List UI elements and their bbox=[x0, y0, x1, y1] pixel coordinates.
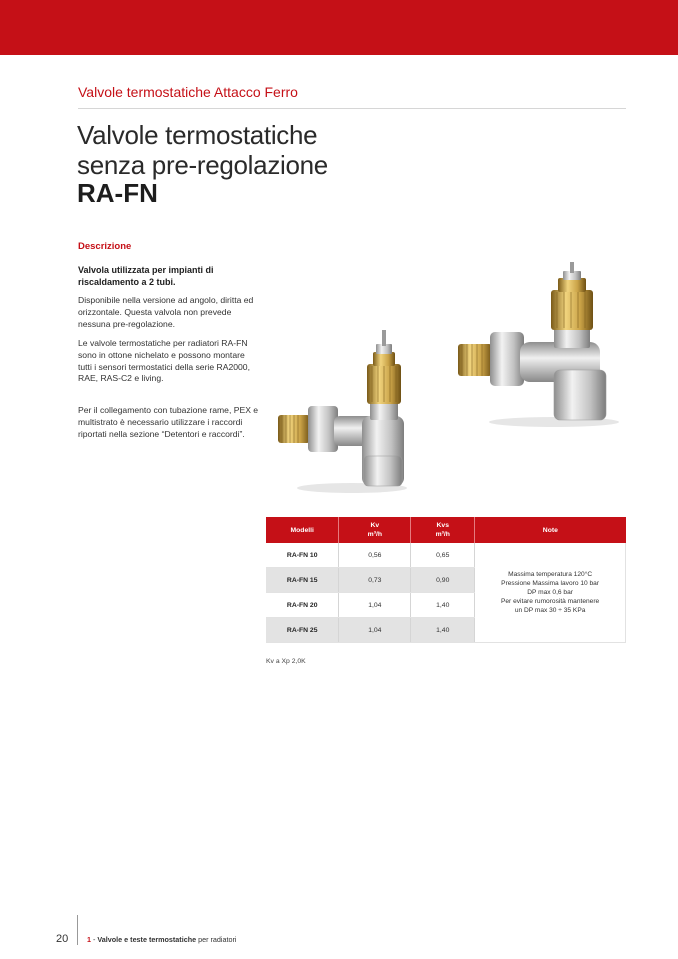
kv-unit: m³/h bbox=[367, 531, 383, 538]
kv-cell: 1,04 bbox=[339, 618, 411, 643]
kv-cell: 0,56 bbox=[339, 543, 411, 568]
table-footnote: Kv a Xp 2,0K bbox=[266, 658, 306, 665]
description-paragraph: Le valvole termostatiche per radiatori RA-FN sono in ottone nichelato e possono montare tutti i sensori termostatici della serie RA2000, RAE, RAS-C2 e living. bbox=[78, 338, 250, 384]
kvs-cell: 0,65 bbox=[411, 543, 475, 568]
kv-cell: 1,04 bbox=[339, 593, 411, 618]
description-heading: Descrizione bbox=[78, 241, 132, 252]
description-lead: Valvola utilizzata per impianti di riscaldamento a 2 tubi. bbox=[78, 265, 214, 287]
note-cell bbox=[475, 543, 626, 643]
product-model-title: RA-FN bbox=[77, 178, 158, 208]
note-line: DP max 0,6 bar bbox=[527, 589, 573, 596]
table-row bbox=[266, 543, 626, 568]
footer-separator: - bbox=[93, 935, 96, 944]
section-title: Valvole termostatiche Attacco Ferro bbox=[78, 84, 298, 100]
kv-cell: 0,73 bbox=[339, 568, 411, 593]
footer-chapter-subtitle: per radiatori bbox=[198, 935, 237, 944]
page-number: 20 bbox=[56, 933, 69, 945]
model-cell: RA-FN 15 bbox=[266, 568, 339, 593]
column-header-models: Modelli bbox=[266, 517, 339, 543]
page-title-line-2: senza pre-regolazione bbox=[77, 150, 328, 180]
model-cell: RA-FN 25 bbox=[266, 618, 339, 643]
kvs-label: Kvs bbox=[436, 522, 449, 529]
column-header-note: Note bbox=[475, 517, 626, 543]
column-header-kvs bbox=[411, 517, 475, 543]
kvs-cell: 1,40 bbox=[411, 593, 475, 618]
note-line: un DP max 30 ÷ 35 KPa bbox=[514, 607, 586, 614]
section-divider bbox=[78, 108, 626, 109]
model-cell: RA-FN 10 bbox=[266, 543, 339, 568]
description-paragraph: Disponibile nella versione ad angolo, diritta ed orizzontale. Questa valvola non prevede nessuna pre-regolazione. bbox=[78, 295, 254, 329]
footer-chapter-number: 1 bbox=[87, 935, 91, 944]
note-line: Pressione Massima lavoro 10 bar bbox=[501, 580, 600, 587]
straight-valve-photo bbox=[454, 262, 632, 432]
kvs-cell: 1,40 bbox=[411, 618, 475, 643]
note-line: Massima temperatura 120°C bbox=[508, 571, 593, 578]
kv-label: Kv bbox=[370, 522, 380, 529]
footer-chapter-title: Valvole e teste termostatiche bbox=[97, 935, 197, 944]
model-cell: RA-FN 20 bbox=[266, 593, 339, 618]
footer-divider bbox=[77, 915, 78, 945]
page-title-line-1: Valvole termostatiche bbox=[77, 120, 318, 150]
description-paragraph: Per il collegamento con tubazione rame, PEX e multistrato è necessario utilizzare i raccordi riportati nella sezione “Detentori e raccordi”. bbox=[78, 405, 259, 439]
column-header-kv bbox=[339, 517, 411, 543]
angle-valve-photo bbox=[272, 330, 422, 495]
top-red-band bbox=[0, 0, 678, 55]
kvs-unit: m³/h bbox=[435, 531, 450, 538]
table-header-row bbox=[266, 517, 626, 543]
kvs-cell: 0,90 bbox=[411, 568, 475, 593]
specifications-table bbox=[266, 517, 626, 643]
footer-chapter bbox=[87, 935, 236, 944]
note-line: Per evitare rumorosità mantenere bbox=[500, 598, 600, 605]
